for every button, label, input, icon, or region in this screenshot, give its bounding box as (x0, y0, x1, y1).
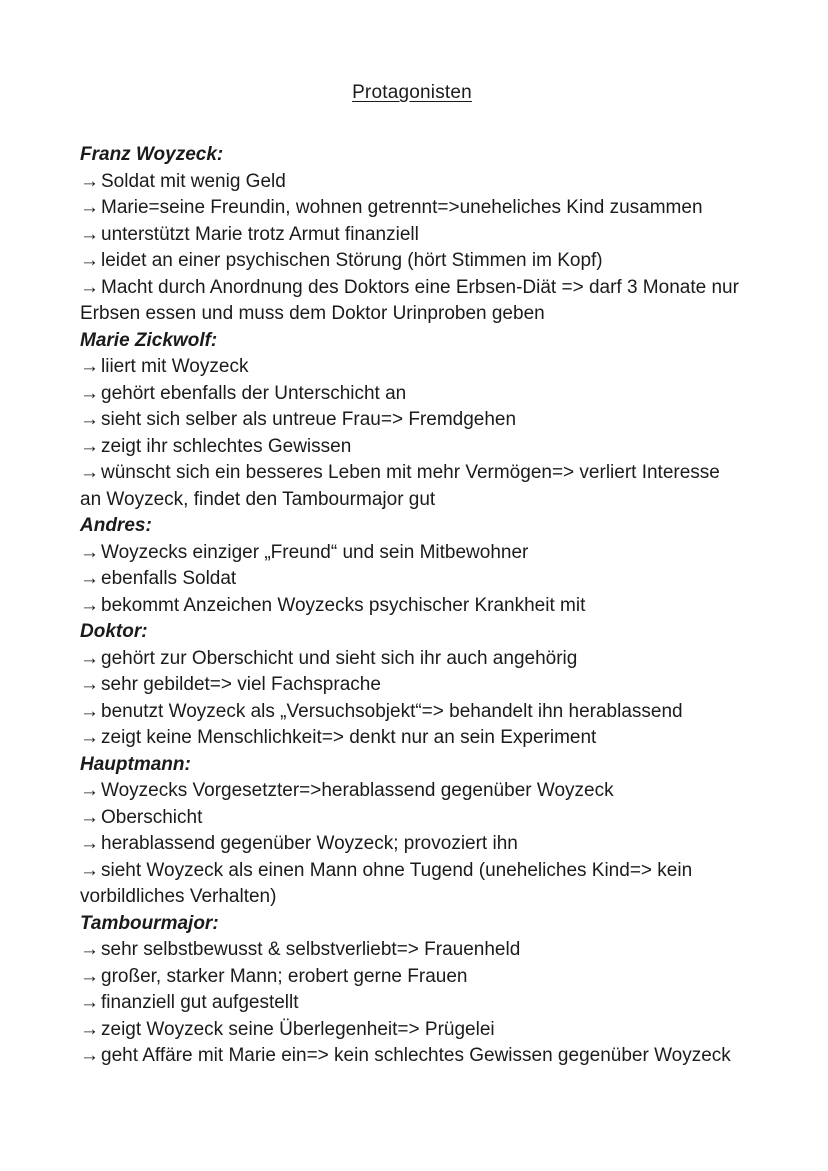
bullet-item (80, 778, 744, 805)
arrow-icon: → (80, 806, 99, 828)
character-section (80, 142, 744, 328)
arrow-icon: → (80, 1018, 99, 1040)
bullet-text: zeigt Woyzeck seine Überlegenheit=> Prügelei (101, 1018, 495, 1040)
arrow-icon: → (80, 833, 99, 854)
arrow-icon: → (80, 727, 99, 748)
character-heading: Hauptmann: (80, 753, 191, 775)
bullet-item (80, 275, 744, 328)
character-section (80, 328, 744, 514)
bullet-item (80, 248, 744, 275)
bullet-text: gehört zur Oberschicht und sieht sich ihr auch angehörig (101, 647, 578, 669)
bullet-text: unterstützt Marie trotz Armut finanziell (101, 223, 419, 245)
bullet-text: bekommt Anzeichen Woyzecks psychischer Krankheit mit (101, 594, 586, 616)
bullet-text: finanziell gut aufgestellt (101, 992, 299, 1013)
arrow-icon: → (80, 170, 99, 192)
bullet-text: Woyzecks einziger „Freund“ und sein Mitbewohner (101, 541, 529, 563)
arrow-icon: → (80, 939, 99, 960)
bullet-item (80, 1043, 744, 1070)
bullet-item (80, 725, 744, 752)
bullet-item (80, 831, 744, 858)
bullet-item (80, 805, 744, 832)
character-items (80, 540, 744, 620)
character-items (80, 646, 744, 752)
arrow-icon: → (80, 674, 99, 695)
arrow-icon: → (80, 541, 99, 563)
bullet-item (80, 990, 744, 1017)
bullet-text: sehr gebildet=> viel Fachsprache (101, 674, 381, 695)
bullet-text: sieht sich selber als untreue Frau=> Fremdgehen (101, 409, 517, 430)
arrow-icon: → (80, 435, 99, 457)
arrow-icon: → (80, 223, 99, 245)
bullet-item (80, 699, 744, 726)
arrow-icon: → (80, 859, 99, 881)
bullet-text: herablassend gegenüber Woyzeck; provoziert ihn (101, 833, 518, 854)
bullet-text: Marie=seine Freundin, wohnen getrennt=>uneheliches Kind zusammen (101, 197, 703, 218)
bullet-text: zeigt ihr schlechtes Gewissen (101, 435, 352, 457)
arrow-icon: → (80, 992, 99, 1013)
character-items (80, 778, 744, 911)
character-items (80, 169, 744, 328)
bullet-text: liiert mit Woyzeck (101, 356, 249, 377)
bullet-item (80, 646, 744, 673)
arrow-icon: → (80, 462, 99, 483)
bullet-item (80, 672, 744, 699)
bullet-text: sieht Woyzeck als einen Mann ohne Tugend (uneheliches Kind=> kein vorbildliches Verhalten) (80, 859, 693, 907)
bullet-item (80, 460, 744, 513)
bullet-text: Macht durch Anordnung des Doktors eine Erbsen-Diät => darf 3 Monate nur Erbsen essen und muss dem Doktor Urinproben geben (80, 276, 739, 324)
arrow-icon: → (80, 647, 99, 669)
arrow-icon: → (80, 197, 99, 218)
bullet-text: gehört ebenfalls der Unterschicht an (101, 382, 407, 404)
bullet-text: sehr selbstbewusst & selbstverliebt=> Frauenheld (101, 939, 521, 960)
character-section (80, 619, 744, 752)
bullet-item (80, 593, 744, 620)
character-heading: Andres: (80, 515, 152, 536)
bullet-text: zeigt keine Menschlichkeit=> denkt nur an sein Experiment (101, 727, 597, 748)
arrow-icon: → (80, 780, 99, 801)
character-section (80, 911, 744, 1070)
bullet-item (80, 381, 744, 408)
character-section (80, 513, 744, 619)
bullet-text: wünscht sich ein besseres Leben mit mehr Vermögen=> verliert Interesse an Woyzeck, findet den Tambourmajor gut (80, 462, 720, 510)
bullet-item (80, 540, 744, 567)
arrow-icon: → (80, 250, 99, 271)
bullet-text: großer, starker Mann; erobert gerne Frauen (101, 965, 468, 987)
bullet-item (80, 354, 744, 381)
arrow-icon: → (80, 276, 99, 298)
bullet-item (80, 195, 744, 222)
arrow-icon: → (80, 594, 99, 616)
bullet-item (80, 964, 744, 991)
bullet-item (80, 937, 744, 964)
arrow-icon: → (80, 568, 99, 589)
character-items (80, 937, 744, 1070)
arrow-icon: → (80, 382, 99, 404)
character-heading: Doktor: (80, 621, 148, 642)
arrow-icon: → (80, 1045, 99, 1066)
arrow-icon: → (80, 700, 99, 722)
arrow-icon: → (80, 965, 99, 987)
bullet-text: ebenfalls Soldat (101, 568, 237, 589)
character-heading: Tambourmajor: (80, 912, 219, 934)
bullet-text: Soldat mit wenig Geld (101, 170, 286, 192)
bullet-item (80, 1017, 744, 1044)
character-section (80, 752, 744, 911)
bullet-item (80, 222, 744, 249)
bullet-text: geht Affäre mit Marie ein=> kein schlechtes Gewissen gegenüber Woyzeck (101, 1045, 731, 1066)
page-title: Protagonisten (352, 82, 472, 103)
bullet-item (80, 566, 744, 593)
arrow-icon: → (80, 356, 99, 377)
bullet-item (80, 434, 744, 461)
bullet-item (80, 169, 744, 196)
bullet-item (80, 858, 744, 911)
arrow-icon: → (80, 409, 99, 430)
bullet-text: benutzt Woyzeck als „Versuchsobjekt“=> behandelt ihn herablassend (101, 700, 683, 722)
bullet-text: Oberschicht (101, 806, 203, 828)
character-items (80, 354, 744, 513)
bullet-text: Woyzecks Vorgesetzter=>herablassend gegenüber Woyzeck (101, 780, 614, 801)
bullet-item (80, 407, 744, 434)
character-heading: Franz Woyzeck: (80, 144, 224, 165)
bullet-text: leidet an einer psychischen Störung (hört Stimmen im Kopf) (101, 250, 603, 271)
document-body (80, 142, 744, 1070)
character-heading: Marie Zickwolf: (80, 329, 218, 351)
